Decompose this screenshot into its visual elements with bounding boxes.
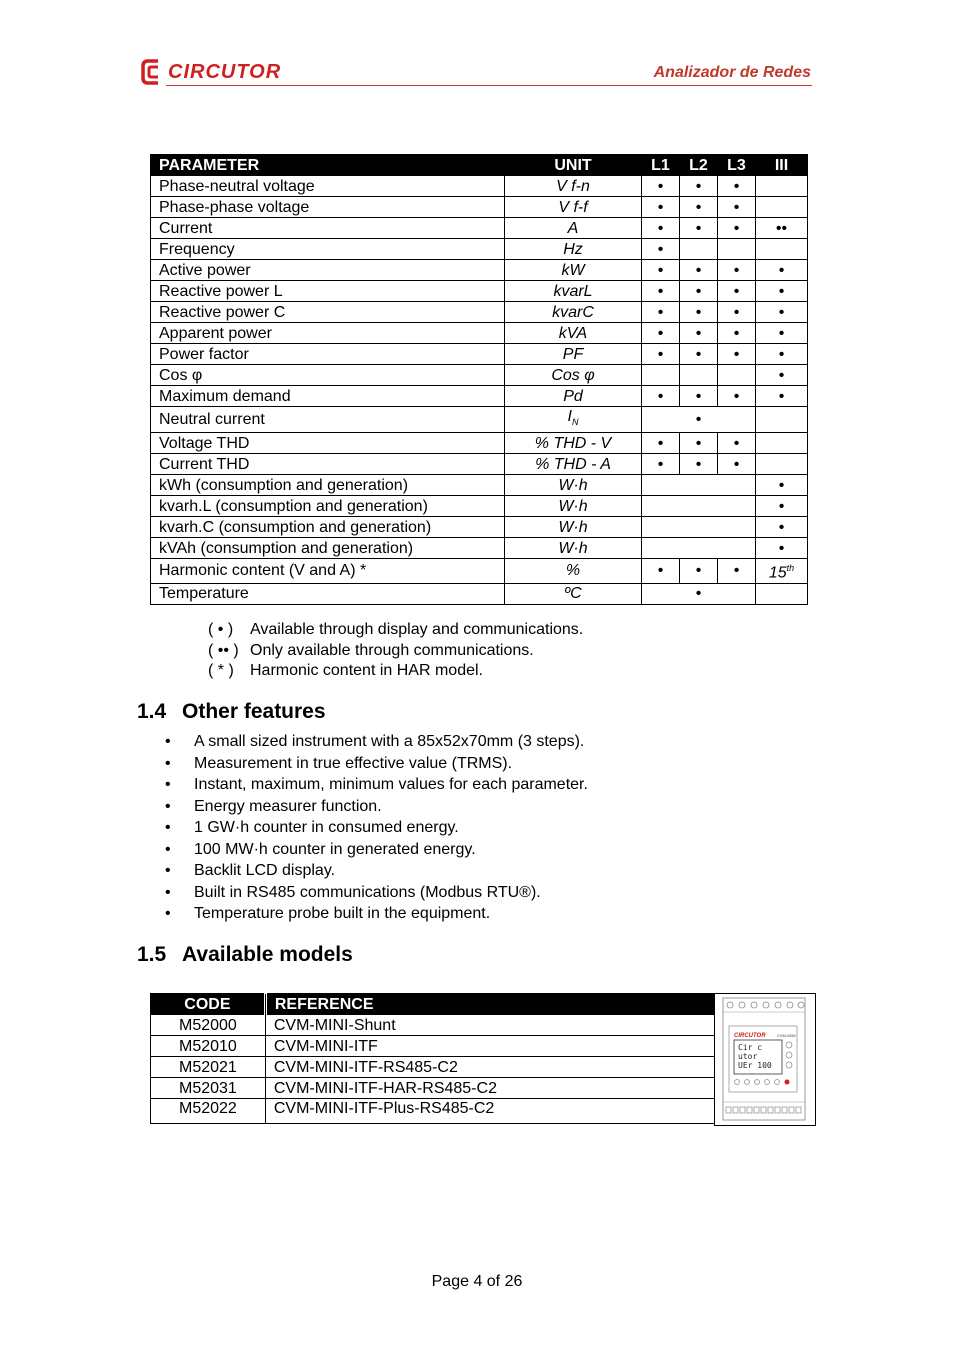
merged-phase-cell [642, 517, 756, 538]
code-cell: M52010 [151, 1036, 266, 1057]
page-number: Page 4 of 26 [431, 1273, 523, 1290]
merged-phase-cell: • [642, 407, 756, 433]
table-row [151, 583, 808, 604]
list-item [165, 839, 588, 861]
features-list [165, 731, 588, 925]
l3-cell: • [718, 281, 756, 302]
unit-cell [505, 407, 642, 433]
l3-cell: • [718, 323, 756, 344]
l2-cell: • [680, 281, 718, 302]
legend-symbol: ( * ) [208, 662, 234, 679]
list-item [165, 817, 588, 839]
param-cell: Maximum demand [151, 386, 505, 407]
section-heading-models [137, 943, 353, 967]
l3-cell: • [718, 302, 756, 323]
l1-cell: • [642, 344, 680, 365]
list-item-text: 100 MW·h counter in generated energy. [194, 840, 476, 858]
table-row [151, 239, 808, 260]
list-item [165, 903, 588, 925]
unit-cell: Cos φ [505, 365, 642, 386]
table-row [151, 496, 808, 517]
l1-cell: • [642, 260, 680, 281]
list-item-text: Instant, maximum, minimum values for each parameter. [194, 776, 588, 793]
param-cell: kWh (consumption and generation) [151, 475, 505, 496]
iii-cell: • [756, 302, 808, 323]
list-item [165, 774, 588, 796]
unit-cell: V f-f [505, 197, 642, 218]
section-title: Available models [182, 943, 353, 966]
unit-cell: kVA [505, 323, 642, 344]
table-row [151, 365, 808, 386]
unit-cell: W·h [505, 475, 642, 496]
l1-cell: • [642, 559, 680, 583]
header-code: CODE [151, 994, 266, 1015]
table-row [151, 260, 808, 281]
l1-cell: • [642, 197, 680, 218]
iii-cell: • [756, 260, 808, 281]
l3-cell [718, 365, 756, 386]
param-cell: Reactive power C [151, 302, 505, 323]
param-cell: Frequency [151, 239, 505, 260]
list-item [165, 731, 588, 753]
table-row [151, 1015, 715, 1036]
l3-cell: • [718, 218, 756, 239]
header-l3: L3 [718, 155, 756, 176]
code-cell: M52021 [151, 1057, 266, 1078]
list-item-text: A small sized instrument with a 85x52x70mm (3 steps). [194, 733, 585, 750]
param-cell: Neutral current [151, 407, 505, 433]
unit-cell: Pd [505, 386, 642, 407]
l1-cell: • [642, 433, 680, 454]
l2-cell [680, 365, 718, 386]
l2-cell: • [680, 559, 718, 583]
l2-cell [680, 239, 718, 260]
legend-item [208, 641, 583, 662]
l3-cell: • [718, 433, 756, 454]
iii-cell: • [756, 496, 808, 517]
table-legend [208, 620, 583, 682]
iii-cell: • [756, 365, 808, 386]
iii-cell: • [756, 538, 808, 559]
table-row [151, 302, 808, 323]
unit-cell: V f-n [505, 176, 642, 197]
l1-cell: • [642, 218, 680, 239]
brand-name: CIRCUTOR [168, 60, 282, 83]
l2-cell: • [680, 197, 718, 218]
l3-cell: • [718, 454, 756, 475]
iii-cell [756, 433, 808, 454]
circutor-logo-icon [140, 58, 164, 86]
iii-cell [756, 407, 808, 433]
header-iii: III [756, 155, 808, 176]
param-cell: Current THD [151, 454, 505, 475]
merged-phase-cell [642, 475, 756, 496]
list-item [165, 860, 588, 882]
unit-cell: kvarL [505, 281, 642, 302]
section-title: Other features [182, 700, 326, 723]
reference-cell: CVM-MINI-Shunt [265, 1015, 714, 1036]
param-cell: Temperature [151, 583, 505, 604]
iii-cell: • [756, 475, 808, 496]
l1-cell: • [642, 323, 680, 344]
iii-cell: • [756, 344, 808, 365]
unit-cell: PF [505, 344, 642, 365]
legend-symbol: ( • ) [208, 621, 234, 638]
reference-cell: CVM-MINI-ITF-Plus-RS485-C2 [265, 1099, 714, 1124]
l1-cell: • [642, 281, 680, 302]
param-cell: Apparent power [151, 323, 505, 344]
models-table-header [151, 994, 715, 1015]
bullet-icon: • [165, 797, 171, 815]
lcd-line-2: utor [738, 1052, 758, 1061]
l1-cell [642, 365, 680, 386]
unit-base: I [567, 408, 572, 425]
legend-item [208, 661, 583, 682]
table-row [151, 475, 808, 496]
list-item [165, 882, 588, 904]
unit-cell: % [505, 559, 642, 583]
legend-text: Only available through communications. [250, 641, 534, 659]
bullet-icon: • [165, 840, 171, 858]
param-cell: Phase-phase voltage [151, 197, 505, 218]
header-l1: L1 [642, 155, 680, 176]
list-item-text: Built in RS485 communications (Modbus RTU®). [194, 883, 541, 901]
table-row [151, 454, 808, 475]
table-row [151, 1099, 715, 1124]
device-model-label: CVM-MINI [777, 1033, 796, 1038]
l2-cell: • [680, 218, 718, 239]
l2-cell: • [680, 454, 718, 475]
param-cell: kvarh.L (consumption and generation) [151, 496, 505, 517]
list-item-text: Energy measurer function. [194, 797, 382, 815]
list-item [165, 796, 588, 818]
iii-cell [756, 454, 808, 475]
param-cell: kVAh (consumption and generation) [151, 538, 505, 559]
unit-subscript: N [571, 417, 579, 428]
param-cell: Active power [151, 260, 505, 281]
bullet-icon: • [165, 905, 171, 922]
unit-cell: W·h [505, 538, 642, 559]
code-cell: M52000 [151, 1015, 266, 1036]
reference-cell: CVM-MINI-ITF [265, 1036, 714, 1057]
table-row [151, 1036, 715, 1057]
iii-cell [756, 583, 808, 604]
table-row [151, 344, 808, 365]
l2-cell: • [680, 260, 718, 281]
l3-cell [718, 239, 756, 260]
legend-item [208, 620, 583, 641]
table-row [151, 176, 808, 197]
table-row [151, 218, 808, 239]
header-reference: REFERENCE [265, 994, 714, 1015]
l3-cell: • [718, 197, 756, 218]
param-cell: Cos φ [151, 365, 505, 386]
legend-text: Available through display and communications. [250, 621, 584, 638]
iii-cell [756, 197, 808, 218]
l3-cell: • [718, 176, 756, 197]
l2-cell: • [680, 302, 718, 323]
header-parameter: PARAMETER [151, 155, 505, 176]
l1-cell: • [642, 176, 680, 197]
unit-cell: W·h [505, 517, 642, 538]
unit-cell: kW [505, 260, 642, 281]
l3-cell: • [718, 344, 756, 365]
reference-cell: CVM-MINI-ITF-RS485-C2 [265, 1057, 714, 1078]
merged-phase-cell: • [642, 583, 756, 604]
iii-cell [756, 239, 808, 260]
reference-cell: CVM-MINI-ITF-HAR-RS485-C2 [265, 1078, 714, 1099]
harmonic-order-suffix: th [786, 563, 795, 574]
param-cell: Reactive power L [151, 281, 505, 302]
bullet-icon: • [165, 862, 171, 879]
l2-cell: • [680, 323, 718, 344]
list-item-text: Backlit LCD display. [194, 862, 336, 879]
iii-cell: • [756, 517, 808, 538]
iii-cell [756, 559, 808, 583]
table-row [151, 386, 808, 407]
circutor-logo [140, 58, 281, 86]
unit-cell: W·h [505, 496, 642, 517]
legend-symbol: ( •• ) [208, 641, 239, 659]
l2-cell: • [680, 433, 718, 454]
unit-cell: % THD - A [505, 454, 642, 475]
table-row [151, 281, 808, 302]
device-image [714, 993, 816, 1126]
l1-cell: • [642, 239, 680, 260]
table-row [151, 197, 808, 218]
l2-cell: • [680, 386, 718, 407]
list-item-text: 1 GW·h counter in consumed energy. [194, 819, 459, 836]
param-cell: Power factor [151, 344, 505, 365]
lcd-line-3: UEr 100 [738, 1061, 772, 1070]
unit-cell: ºC [505, 583, 642, 604]
header-rule [166, 85, 812, 86]
unit-cell: A [505, 218, 642, 239]
list-item-text: Measurement in true effective value (TRMS). [194, 754, 513, 772]
iii-cell: • [756, 323, 808, 344]
iii-cell: • [756, 386, 808, 407]
header-unit: UNIT [505, 155, 642, 176]
parameter-table [150, 154, 808, 605]
bullet-icon: • [165, 883, 171, 901]
code-cell: M52031 [151, 1078, 266, 1099]
unit-cell: Hz [505, 239, 642, 260]
bullet-icon: • [165, 776, 171, 793]
iii-cell: •• [756, 218, 808, 239]
cvm-mini-device-illustration [715, 994, 815, 1125]
document-title: Analizador de Redes [653, 64, 811, 81]
header-l2: L2 [680, 155, 718, 176]
lcd-line-1: Cir c [738, 1043, 763, 1052]
list-item [165, 753, 588, 775]
table-row [151, 433, 808, 454]
table-row [151, 559, 808, 583]
section-number: 1.4 [137, 700, 167, 723]
iii-cell: • [756, 281, 808, 302]
l3-cell: • [718, 386, 756, 407]
merged-phase-cell [642, 538, 756, 559]
l2-cell: • [680, 344, 718, 365]
l3-cell: • [718, 559, 756, 583]
merged-phase-cell [642, 496, 756, 517]
l1-cell: • [642, 302, 680, 323]
list-item-text: Temperature probe built in the equipment. [194, 905, 491, 922]
param-cell: Phase-neutral voltage [151, 176, 505, 197]
parameter-table-header [151, 155, 808, 176]
code-cell: M52022 [151, 1099, 266, 1124]
device-brand-label: CIRCUTOR [734, 1033, 766, 1039]
section-heading-features [137, 700, 326, 724]
l3-cell: • [718, 260, 756, 281]
table-row [151, 1078, 715, 1099]
section-number: 1.5 [137, 943, 167, 966]
table-row [151, 407, 808, 433]
bullet-icon: • [165, 733, 171, 750]
unit-cell: kvarC [505, 302, 642, 323]
models-table [150, 993, 715, 1124]
table-row [151, 517, 808, 538]
param-cell: kvarh.C (consumption and generation) [151, 517, 505, 538]
legend-text: Harmonic content in HAR model. [250, 662, 483, 679]
param-cell: Current [151, 218, 505, 239]
unit-cell: % THD - V [505, 433, 642, 454]
l1-cell: • [642, 454, 680, 475]
bullet-icon: • [165, 754, 171, 772]
param-cell: Harmonic content (V and A) * [151, 559, 505, 583]
table-row [151, 1057, 715, 1078]
table-row [151, 538, 808, 559]
harmonic-order: 15 [768, 564, 787, 582]
l1-cell: • [642, 386, 680, 407]
l2-cell: • [680, 176, 718, 197]
param-cell: Voltage THD [151, 433, 505, 454]
table-row [151, 323, 808, 344]
iii-cell [756, 176, 808, 197]
bullet-icon: • [165, 819, 171, 836]
